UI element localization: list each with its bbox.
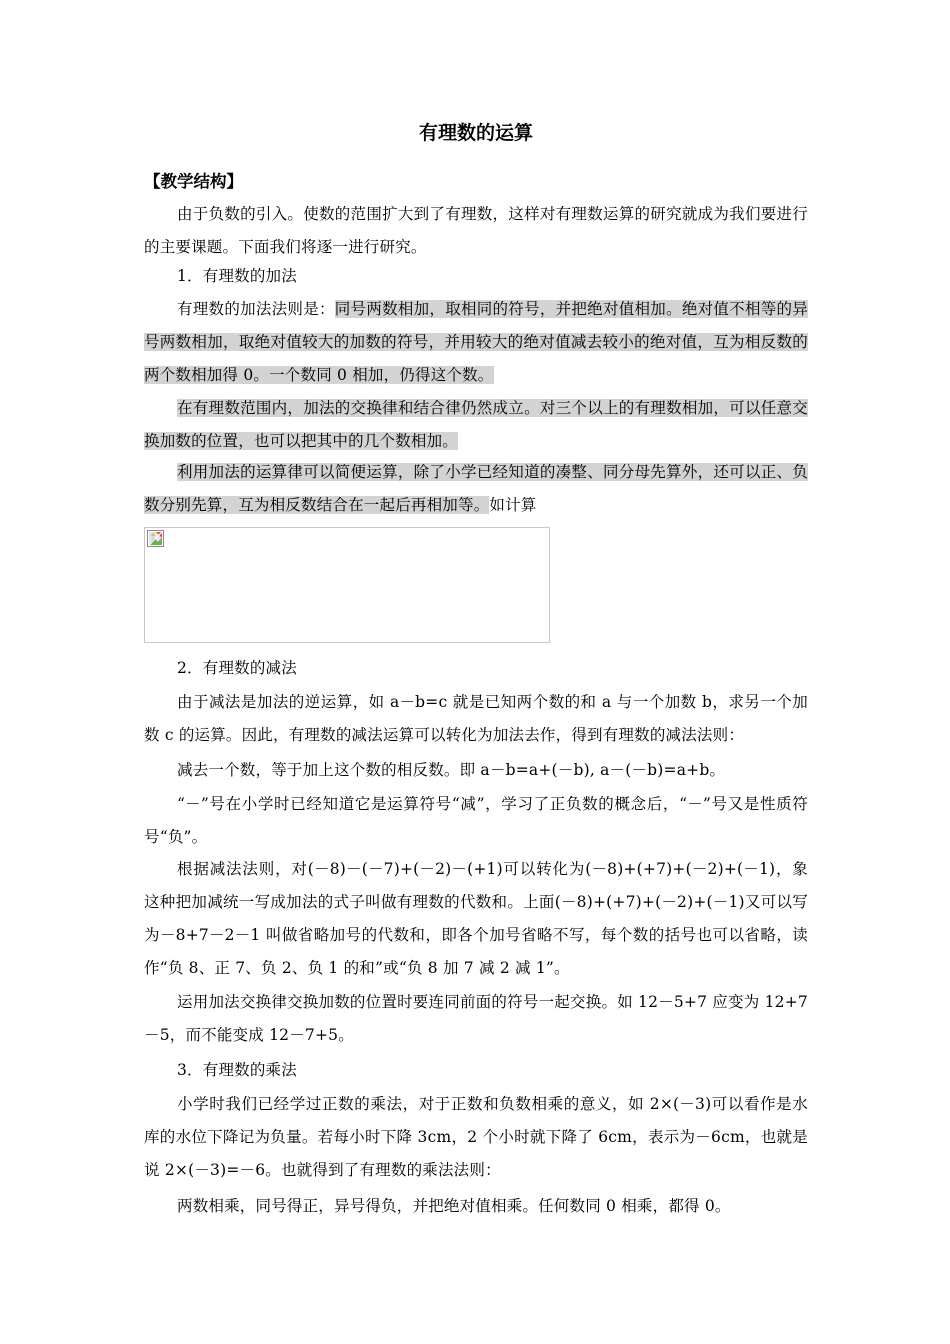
addition-rule-paragraph [144, 293, 808, 392]
addition-laws-highlight: 在有理数范围内，加法的交换律和结合律仍然成立。对三个以上的有理数相加，可以任意交换加数的位置，也可以把其中的几个数相加。 [144, 399, 808, 450]
subtraction-heading: 2．有理数的减法 [177, 659, 297, 677]
addition-usage-highlight: 利用加法的运算律可以简便运算，除了小学已经知道的凑整、同分母先算外，还可以正、负数分别先算，互为相反数结合在一起后再相加等。 [144, 463, 808, 514]
missing-image-frame [144, 527, 550, 643]
addition-laws-paragraph [144, 392, 808, 458]
broken-image-icon [147, 530, 164, 547]
page-title: 有理数的运算 [418, 122, 533, 144]
subtraction-p1: 由于减法是加法的逆运算，如 a－b=c 就是已知两个数的和 a 与一个加数 b，求另一个加数 c 的运算。因此，有理数的减法运算可以转化为加法去作，得到有理数的减法法则： [144, 693, 808, 744]
section-heading: 【教学结构】 [144, 172, 243, 191]
subtraction-p3: “－”号在小学时已经知道它是运算符号“减”，学习了正负数的概念后，“－”号又是性质符号“负”。 [144, 795, 808, 846]
subtraction-p5: 运用加法交换律交换加数的位置时要连同前面的符号一起交换。如 12－5+7 应变为 12+7－5，而不能变成 12－7+5。 [144, 993, 808, 1044]
intro-paragraph: 由于负数的引入。使数的范围扩大到了有理数，这样对有理数运算的研究就成为我们要进行的主要课题。下面我们将逐一进行研究。 [144, 205, 808, 256]
subtraction-p2: 减去一个数，等于加上这个数的相反数。即 a－b=a+(－b), a－(－b)=a+b。 [177, 761, 726, 779]
multiplication-p1: 小学时我们已经学过正数的乘法，对于正数和负数相乘的意义，如 2×(－3)可以看作是水库的水位下降记为负量。若每小时下降 3cm，2 个小时就下降了 6cm，表示为－6cm，也就是说 2×(－3)=－6。也就得到了有理数的乘法法则： [144, 1095, 808, 1179]
addition-heading: 1．有理数的加法 [177, 267, 297, 285]
multiplication-heading: 3．有理数的乘法 [177, 1061, 297, 1079]
addition-rule-lead: 有理数的加法法则是： [177, 300, 335, 318]
addition-usage-tail: 如计算 [489, 496, 537, 514]
multiplication-p2: 两数相乘，同号得正，异号得负，并把绝对值相乘。任何数同 0 相乘，都得 0。 [177, 1197, 731, 1215]
subtraction-p4: 根据减法法则，对(－8)－(－7)+(－2)－(+1)可以转化为(－8)+(+7)+(－2)+(－1)，象这种把加减统一写成加法的式子叫做有理数的代数和。上面(－8)+(+7)+(－2)+(－1)又可以写为－8+7－2－1 叫做省略加号的代数和，即各个加号省略不写，每个数的括号也可以省略，读作“负 8、正 7、负 2、负 1 的和”或“负 8 加 7 减 2 减 1”。 [144, 860, 808, 977]
addition-usage-paragraph [144, 456, 808, 522]
addition-rule-highlight: 同号两数相加，取相同的符号，并把绝对值相加。绝对值不相等的异号两数相加，取绝对值较大的加数的符号，并用较大的绝对值减去较小的绝对值，互为相反数的两个数相加得 0。一个数同 0 相加，仍得这个数。 [144, 300, 808, 384]
